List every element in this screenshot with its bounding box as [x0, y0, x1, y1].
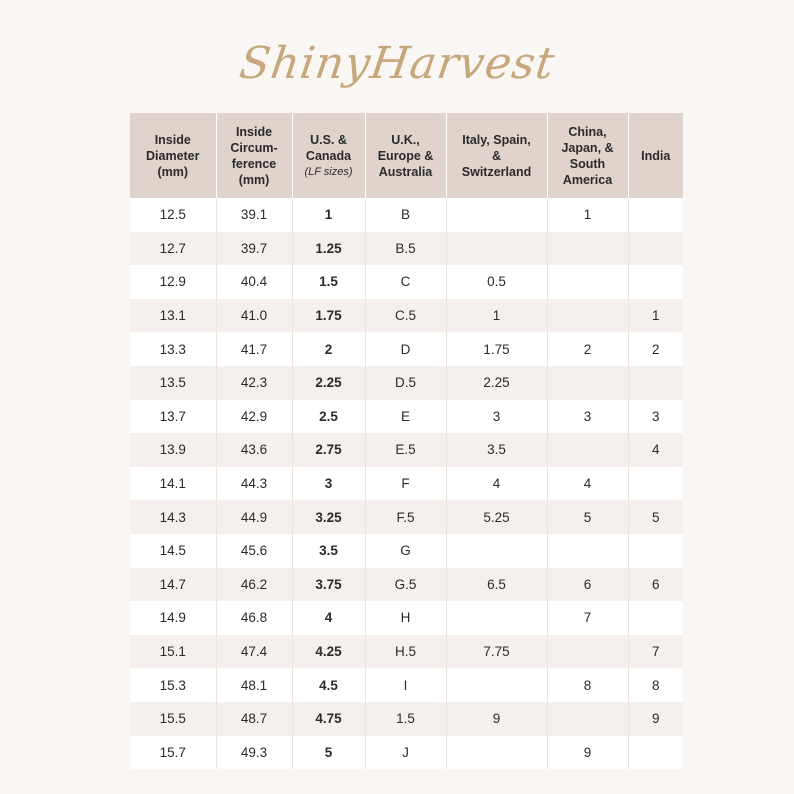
circumference-cell: 40.4 — [216, 265, 292, 299]
italy-cell — [446, 232, 547, 266]
circumference-cell: 48.1 — [216, 668, 292, 702]
table-row — [130, 500, 683, 534]
header-inside-circumference: Inside Circum- ference (mm) — [216, 113, 292, 198]
italy-cell — [446, 601, 547, 635]
italy-cell: 6.5 — [446, 568, 547, 602]
table-row — [130, 534, 683, 568]
india-cell: 7 — [628, 635, 683, 669]
diameter-cell: 13.7 — [130, 400, 216, 434]
china-cell: 3 — [547, 400, 628, 434]
india-cell: 2 — [628, 332, 683, 366]
us-canada-cell: 5 — [292, 736, 365, 770]
italy-cell: 1 — [446, 299, 547, 333]
us-canada-cell: 4 — [292, 601, 365, 635]
china-cell: 1 — [547, 198, 628, 232]
diameter-cell: 15.7 — [130, 736, 216, 770]
circumference-cell: 49.3 — [216, 736, 292, 770]
table-row — [130, 467, 683, 501]
us-canada-cell: 3.75 — [292, 568, 365, 602]
china-cell — [547, 366, 628, 400]
italy-cell — [446, 534, 547, 568]
italy-cell: 9 — [446, 702, 547, 736]
header-inside-diameter: Inside Diameter (mm) — [130, 113, 216, 198]
header-italy-spain-switzerland: Italy, Spain, & Switzerland — [446, 113, 547, 198]
us-canada-cell: 3.5 — [292, 534, 365, 568]
italy-cell: 3 — [446, 400, 547, 434]
uk-cell: E.5 — [365, 433, 446, 467]
china-cell — [547, 433, 628, 467]
circumference-cell: 39.1 — [216, 198, 292, 232]
brand-name: ShinyHarvest — [236, 37, 558, 89]
diameter-cell: 14.1 — [130, 467, 216, 501]
uk-cell: G — [365, 534, 446, 568]
uk-cell: F.5 — [365, 500, 446, 534]
china-cell: 2 — [547, 332, 628, 366]
india-cell — [628, 366, 683, 400]
uk-cell: D — [365, 332, 446, 366]
table-row — [130, 265, 683, 299]
china-cell: 5 — [547, 500, 628, 534]
india-cell: 9 — [628, 702, 683, 736]
uk-cell: F — [365, 467, 446, 501]
italy-cell: 3.5 — [446, 433, 547, 467]
uk-cell: 1.5 — [365, 702, 446, 736]
india-cell: 3 — [628, 400, 683, 434]
ring-size-table — [130, 113, 683, 769]
china-cell — [547, 232, 628, 266]
circumference-cell: 44.3 — [216, 467, 292, 501]
us-canada-cell: 2.75 — [292, 433, 365, 467]
italy-cell — [446, 736, 547, 770]
india-cell — [628, 601, 683, 635]
circumference-cell: 45.6 — [216, 534, 292, 568]
china-cell: 6 — [547, 568, 628, 602]
diameter-cell: 12.5 — [130, 198, 216, 232]
header-us-canada: U.S. & Canada (LF sizes) — [292, 113, 365, 198]
uk-cell: E — [365, 400, 446, 434]
uk-cell: H.5 — [365, 635, 446, 669]
diameter-cell: 12.7 — [130, 232, 216, 266]
us-canada-cell: 4.5 — [292, 668, 365, 702]
circumference-cell: 46.8 — [216, 601, 292, 635]
us-canada-cell: 2 — [292, 332, 365, 366]
india-cell: 1 — [628, 299, 683, 333]
us-canada-cell: 2.25 — [292, 366, 365, 400]
us-canada-cell: 1.5 — [292, 265, 365, 299]
header-india: India — [628, 113, 683, 198]
india-cell: 4 — [628, 433, 683, 467]
diameter-cell: 13.3 — [130, 332, 216, 366]
uk-cell: H — [365, 601, 446, 635]
table-row — [130, 601, 683, 635]
uk-cell: C — [365, 265, 446, 299]
table-row — [130, 568, 683, 602]
table-row — [130, 332, 683, 366]
table-row — [130, 702, 683, 736]
uk-cell: B — [365, 198, 446, 232]
china-cell: 8 — [547, 668, 628, 702]
circumference-cell: 48.7 — [216, 702, 292, 736]
uk-cell: B.5 — [365, 232, 446, 266]
circumference-cell: 44.9 — [216, 500, 292, 534]
india-cell: 5 — [628, 500, 683, 534]
diameter-cell: 13.1 — [130, 299, 216, 333]
china-cell — [547, 635, 628, 669]
table-row — [130, 668, 683, 702]
table-row — [130, 736, 683, 770]
china-cell — [547, 299, 628, 333]
circumference-cell: 42.3 — [216, 366, 292, 400]
diameter-cell: 12.9 — [130, 265, 216, 299]
circumference-cell: 46.2 — [216, 568, 292, 602]
us-canada-cell: 2.5 — [292, 400, 365, 434]
china-cell — [547, 534, 628, 568]
circumference-cell: 43.6 — [216, 433, 292, 467]
diameter-cell: 15.5 — [130, 702, 216, 736]
uk-cell: D.5 — [365, 366, 446, 400]
china-cell — [547, 702, 628, 736]
india-cell — [628, 265, 683, 299]
us-canada-cell: 1 — [292, 198, 365, 232]
us-canada-cell: 4.25 — [292, 635, 365, 669]
india-cell: 8 — [628, 668, 683, 702]
header-row — [130, 113, 683, 198]
uk-cell: C.5 — [365, 299, 446, 333]
circumference-cell: 47.4 — [216, 635, 292, 669]
table-row — [130, 366, 683, 400]
diameter-cell: 14.3 — [130, 500, 216, 534]
china-cell — [547, 265, 628, 299]
header-uk-europe-australia: U.K., Europe & Australia — [365, 113, 446, 198]
header-china-japan-south-america: China, Japan, & South America — [547, 113, 628, 198]
table-row — [130, 232, 683, 266]
table-row — [130, 400, 683, 434]
us-canada-cell: 3 — [292, 467, 365, 501]
diameter-cell: 15.1 — [130, 635, 216, 669]
diameter-cell: 13.5 — [130, 366, 216, 400]
italy-cell — [446, 198, 547, 232]
header-lf-sizes-note: (LF sizes) — [304, 165, 353, 178]
italy-cell: 4 — [446, 467, 547, 501]
uk-cell: J — [365, 736, 446, 770]
china-cell: 4 — [547, 467, 628, 501]
table-row — [130, 433, 683, 467]
table-row — [130, 635, 683, 669]
us-canada-cell: 1.75 — [292, 299, 365, 333]
india-cell — [628, 534, 683, 568]
diameter-cell: 14.7 — [130, 568, 216, 602]
diameter-cell: 14.9 — [130, 601, 216, 635]
italy-cell: 1.75 — [446, 332, 547, 366]
diameter-cell: 15.3 — [130, 668, 216, 702]
circumference-cell: 42.9 — [216, 400, 292, 434]
italy-cell: 5.25 — [446, 500, 547, 534]
us-canada-cell: 1.25 — [292, 232, 365, 266]
italy-cell — [446, 668, 547, 702]
china-cell: 7 — [547, 601, 628, 635]
table-row — [130, 299, 683, 333]
india-cell — [628, 467, 683, 501]
italy-cell: 0.5 — [446, 265, 547, 299]
uk-cell: I — [365, 668, 446, 702]
india-cell — [628, 736, 683, 770]
circumference-cell: 41.0 — [216, 299, 292, 333]
uk-cell: G.5 — [365, 568, 446, 602]
india-cell — [628, 198, 683, 232]
diameter-cell: 14.5 — [130, 534, 216, 568]
table-body — [130, 198, 683, 769]
us-canada-cell: 3.25 — [292, 500, 365, 534]
diameter-cell: 13.9 — [130, 433, 216, 467]
brand-logo — [0, 28, 794, 98]
circumference-cell: 39.7 — [216, 232, 292, 266]
us-canada-cell: 4.75 — [292, 702, 365, 736]
circumference-cell: 41.7 — [216, 332, 292, 366]
india-cell: 6 — [628, 568, 683, 602]
table-row — [130, 198, 683, 232]
italy-cell: 2.25 — [446, 366, 547, 400]
italy-cell: 7.75 — [446, 635, 547, 669]
china-cell: 9 — [547, 736, 628, 770]
india-cell — [628, 232, 683, 266]
